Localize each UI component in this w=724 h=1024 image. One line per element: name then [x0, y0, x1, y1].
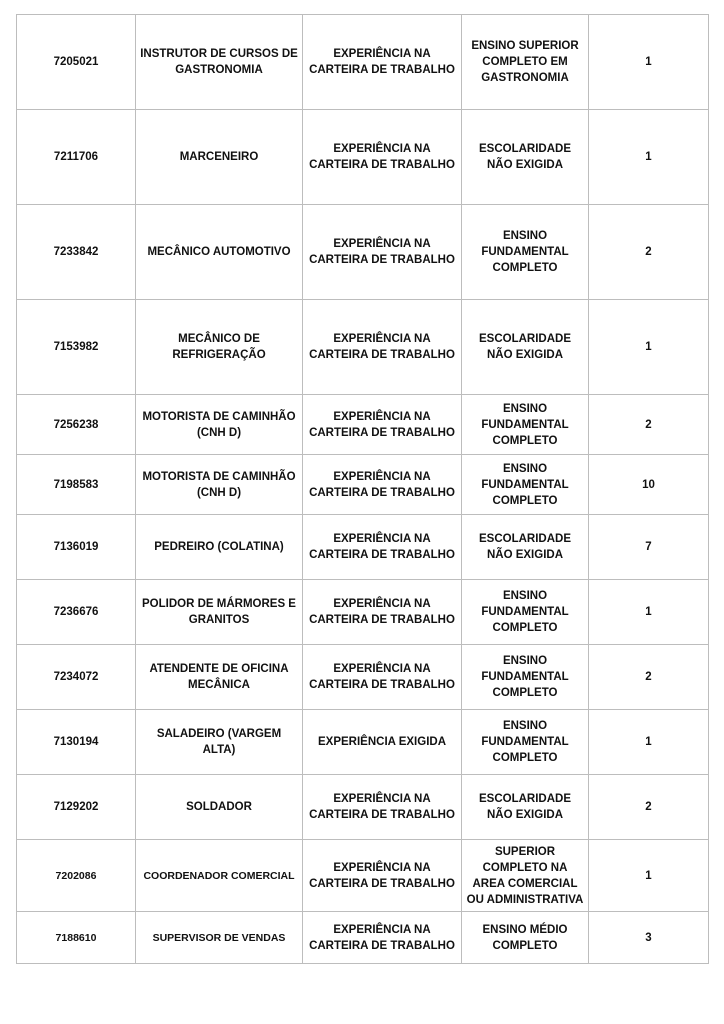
- table-row: [17, 395, 709, 455]
- table-row: [17, 580, 709, 645]
- table-row: [17, 15, 709, 110]
- experience-requirement: EXPERIÊNCIA NA CARTEIRA DE TRABALHO: [303, 395, 462, 455]
- education-requirement: ESCOLARIDADE NÃO EXIGIDA: [462, 300, 589, 395]
- education-requirement: ENSINO FUNDAMENTAL COMPLETO: [462, 710, 589, 775]
- job-code: 7256238: [17, 395, 136, 455]
- occupation: PEDREIRO (COLATINA): [136, 515, 303, 580]
- job-vacancies-table: [16, 14, 709, 964]
- job-code: 7234072: [17, 645, 136, 710]
- education-requirement: ENSINO SUPERIOR COMPLETO EM GASTRONOMIA: [462, 15, 589, 110]
- vacancies-count: 1: [589, 840, 709, 912]
- job-code: 7130194: [17, 710, 136, 775]
- experience-requirement: EXPERIÊNCIA EXIGIDA: [303, 710, 462, 775]
- experience-requirement: EXPERIÊNCIA NA CARTEIRA DE TRABALHO: [303, 580, 462, 645]
- education-requirement: ENSINO FUNDAMENTAL COMPLETO: [462, 455, 589, 515]
- experience-requirement: EXPERIÊNCIA NA CARTEIRA DE TRABALHO: [303, 15, 462, 110]
- experience-requirement: EXPERIÊNCIA NA CARTEIRA DE TRABALHO: [303, 645, 462, 710]
- vacancies-count: 1: [589, 580, 709, 645]
- experience-requirement: EXPERIÊNCIA NA CARTEIRA DE TRABALHO: [303, 110, 462, 205]
- experience-requirement: EXPERIÊNCIA NA CARTEIRA DE TRABALHO: [303, 840, 462, 912]
- job-code: 7233842: [17, 205, 136, 300]
- vacancies-count: 10: [589, 455, 709, 515]
- experience-requirement: EXPERIÊNCIA NA CARTEIRA DE TRABALHO: [303, 455, 462, 515]
- job-code: 7236676: [17, 580, 136, 645]
- table-row: [17, 710, 709, 775]
- vacancies-count: 1: [589, 110, 709, 205]
- table-row: [17, 205, 709, 300]
- occupation: MOTORISTA DE CAMINHÃO (CNH D): [136, 395, 303, 455]
- occupation: ATENDENTE DE OFICINA MECÂNICA: [136, 645, 303, 710]
- table-row: [17, 840, 709, 912]
- occupation: COORDENADOR COMERCIAL: [136, 840, 303, 912]
- education-requirement: SUPERIOR COMPLETO NA AREA COMERCIAL OU ADMINISTRATIVA: [462, 840, 589, 912]
- job-code: 7188610: [17, 912, 136, 964]
- experience-requirement: EXPERIÊNCIA NA CARTEIRA DE TRABALHO: [303, 912, 462, 964]
- occupation: POLIDOR DE MÁRMORES E GRANITOS: [136, 580, 303, 645]
- occupation: INSTRUTOR DE CURSOS DE GASTRONOMIA: [136, 15, 303, 110]
- experience-requirement: EXPERIÊNCIA NA CARTEIRA DE TRABALHO: [303, 515, 462, 580]
- job-code: 7202086: [17, 840, 136, 912]
- education-requirement: ESCOLARIDADE NÃO EXIGIDA: [462, 775, 589, 840]
- job-code: 7136019: [17, 515, 136, 580]
- experience-requirement: EXPERIÊNCIA NA CARTEIRA DE TRABALHO: [303, 205, 462, 300]
- experience-requirement: EXPERIÊNCIA NA CARTEIRA DE TRABALHO: [303, 300, 462, 395]
- vacancies-count: 3: [589, 912, 709, 964]
- vacancies-count: 2: [589, 205, 709, 300]
- vacancies-count: 1: [589, 710, 709, 775]
- vacancies-count: 7: [589, 515, 709, 580]
- job-code: 7129202: [17, 775, 136, 840]
- job-code: 7205021: [17, 15, 136, 110]
- education-requirement: ENSINO FUNDAMENTAL COMPLETO: [462, 645, 589, 710]
- vacancies-count: 1: [589, 300, 709, 395]
- occupation: MECÂNICO DE REFRIGERAÇÃO: [136, 300, 303, 395]
- vacancies-count: 1: [589, 15, 709, 110]
- occupation: MARCENEIRO: [136, 110, 303, 205]
- table-row: [17, 455, 709, 515]
- table-row: [17, 775, 709, 840]
- vacancies-count: 2: [589, 775, 709, 840]
- table-row: [17, 515, 709, 580]
- table-row: [17, 110, 709, 205]
- vacancies-count: 2: [589, 395, 709, 455]
- education-requirement: ENSINO MÉDIO COMPLETO: [462, 912, 589, 964]
- vacancies-count: 2: [589, 645, 709, 710]
- table-row: [17, 912, 709, 964]
- education-requirement: ENSINO FUNDAMENTAL COMPLETO: [462, 580, 589, 645]
- occupation: MECÂNICO AUTOMOTIVO: [136, 205, 303, 300]
- education-requirement: ENSINO FUNDAMENTAL COMPLETO: [462, 205, 589, 300]
- job-code: 7198583: [17, 455, 136, 515]
- occupation: SALADEIRO (VARGEM ALTA): [136, 710, 303, 775]
- occupation: SOLDADOR: [136, 775, 303, 840]
- job-code: 7211706: [17, 110, 136, 205]
- table-row: [17, 300, 709, 395]
- table-row: [17, 645, 709, 710]
- occupation: SUPERVISOR DE VENDAS: [136, 912, 303, 964]
- occupation: MOTORISTA DE CAMINHÃO (CNH D): [136, 455, 303, 515]
- education-requirement: ENSINO FUNDAMENTAL COMPLETO: [462, 395, 589, 455]
- education-requirement: ESCOLARIDADE NÃO EXIGIDA: [462, 110, 589, 205]
- education-requirement: ESCOLARIDADE NÃO EXIGIDA: [462, 515, 589, 580]
- experience-requirement: EXPERIÊNCIA NA CARTEIRA DE TRABALHO: [303, 775, 462, 840]
- job-code: 7153982: [17, 300, 136, 395]
